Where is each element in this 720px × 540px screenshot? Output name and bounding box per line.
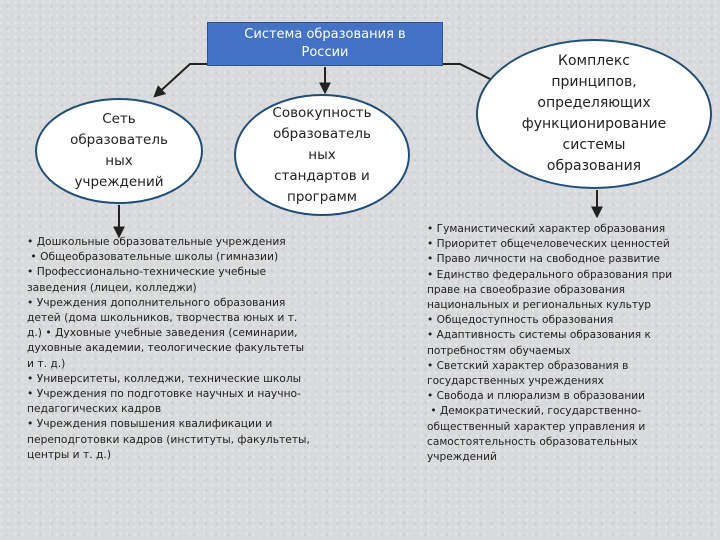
- institutions-list: [27, 234, 323, 462]
- list-item: центры и т. д.): [27, 447, 112, 461]
- node-standards-line: ных: [308, 146, 336, 163]
- node-standards-line: образователь: [273, 125, 371, 142]
- node-standards-line: Совокупность: [272, 104, 372, 121]
- list-item: • Свобода и плюрализм в образовании: [427, 390, 646, 403]
- principles-list: [427, 222, 699, 465]
- list-item: • Общеобразовательные школы (гимназии): [27, 250, 279, 264]
- list-item: • Учреждения по подготовке научных и научно-: [27, 387, 301, 401]
- node-network-line: образователь: [70, 132, 168, 148]
- node-principles-line: определяющих: [537, 95, 651, 111]
- root-node-education-system: [207, 22, 443, 66]
- node-network-line: ных: [105, 153, 133, 169]
- list-item: • Дошкольные образовательные учреждения: [27, 235, 286, 248]
- list-item: учреждений: [427, 451, 497, 464]
- list-item: • Право личности на свободное развитие: [427, 253, 660, 266]
- node-institution-network: [35, 98, 203, 204]
- list-item: • Профессионально-технические учебные: [27, 265, 267, 279]
- list-item: праве на своеобразие образования: [427, 283, 626, 296]
- list-item: • Общедоступность образования: [427, 314, 614, 327]
- connector-root-to-network: [155, 64, 207, 96]
- list-item: и т. д.): [27, 356, 66, 370]
- list-item: • Университеты, колледжи, технические школы: [27, 371, 302, 385]
- list-item: заведения (лицеи, колледжи): [27, 280, 197, 294]
- node-principles-line: Комплекс: [558, 53, 630, 69]
- list-item: • Светский характер образования в: [427, 359, 629, 372]
- node-standards-line: стандартов и: [274, 167, 370, 184]
- list-item: государственных учреждениях: [427, 375, 604, 388]
- list-item: детей (дома школьников, творчества юных и т.: [27, 311, 298, 325]
- list-item: потребностям обучаемых: [427, 344, 571, 357]
- list-item: • Адаптивность системы образования к: [427, 329, 651, 342]
- root-title-line-1: Система образования в: [244, 27, 406, 42]
- list-item: духовные академии, теологические факультеты: [27, 341, 305, 355]
- list-item: общественный характер управления и: [427, 420, 646, 433]
- node-network-line: учреждений: [74, 174, 164, 190]
- list-item: педагогических кадров: [27, 402, 162, 416]
- node-network-line: Сеть: [102, 111, 136, 127]
- list-item: • Учреждения повышения квалификации и: [27, 417, 273, 431]
- list-item: • Приоритет общечеловеческих ценностей: [427, 238, 670, 251]
- node-principles-line: системы: [562, 137, 626, 153]
- node-principles-line: функционирование: [521, 116, 667, 132]
- list-item: национальных и региональных культур: [427, 299, 651, 312]
- node-principles-complex: [476, 39, 712, 189]
- list-item: переподготовки кадров (институты, факультеты,: [27, 432, 310, 446]
- list-item: д.) • Духовные учебные заведения (семинарии,: [27, 326, 298, 340]
- list-item: • Учреждения дополнительного образования: [27, 295, 286, 309]
- list-item: • Единство федерального образования при: [427, 268, 673, 281]
- root-title-line-2: России: [301, 45, 349, 60]
- node-principles-line: образования: [546, 158, 642, 174]
- node-standards-line: программ: [287, 188, 357, 205]
- list-item: • Гуманистический характер образования: [427, 223, 666, 235]
- list-item: самостоятельность образовательных: [427, 435, 638, 448]
- node-principles-line: принципов,: [551, 74, 637, 90]
- list-item: • Демократический, государственно-: [427, 405, 642, 418]
- node-standards-programs: [234, 94, 410, 216]
